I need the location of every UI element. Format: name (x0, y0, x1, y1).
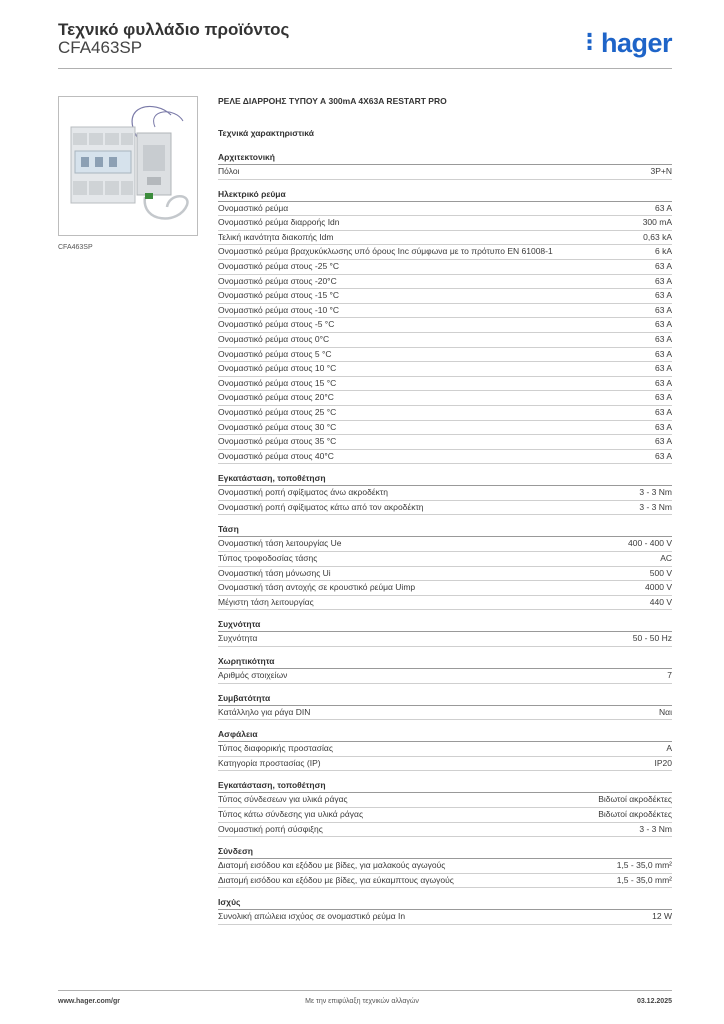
product-title: ΡΕΛΕ ΔΙΑΡΡΟΗΣ ΤΥΠΟΥ Α 300mA 4X63A RESTART PRO (218, 96, 447, 106)
spec-label: Ονομαστικό ρεύμα βραχυκύκλωσης υπό όρους Inc σύμφωνα με το πρότυπο EN 61008-1 (218, 246, 553, 257)
spec-label: Τύπος τροφοδοσίας τάσης (218, 553, 318, 564)
product-image (58, 96, 198, 236)
spec-row (218, 486, 672, 501)
footer-divider (58, 990, 672, 991)
section-title: Σύνδεση (218, 845, 672, 859)
rcd-device-illustration (59, 97, 197, 235)
spec-row (218, 318, 672, 333)
spec-value: 3P+N (650, 166, 672, 176)
spec-value: AC (660, 553, 672, 564)
spec-label: Τύπος κάτω σύνδεσης για υλικά ράγας (218, 809, 364, 819)
spec-label: Ονομαστικό ρεύμα στους -5 °C (218, 319, 335, 330)
spec-label: Διατομή εισόδου και εξόδου με βίδες, για μαλακούς αγωγούς (218, 860, 446, 871)
spec-value: 63 A (654, 260, 672, 271)
spec-label: Κατηγορία προστασίας (IP) (218, 757, 321, 768)
spec-row (218, 202, 672, 217)
spec-value: 1,5 - 35,0 mm² (616, 874, 672, 885)
spec-label: Ονομαστικό ρεύμα διαρροής Idn (218, 217, 340, 228)
spec-row (218, 552, 672, 567)
spec-row (218, 260, 672, 275)
spec-section (218, 188, 672, 465)
spec-section (218, 472, 672, 515)
spec-row (218, 435, 672, 450)
spec-row (218, 567, 672, 582)
spec-value: 63 A (654, 319, 672, 330)
spec-label: Συχνότητα (218, 633, 258, 644)
spec-value: 3 - 3 Nm (639, 501, 672, 512)
spec-label: Ονομαστικό ρεύμα στους 35 °C (218, 436, 337, 447)
section-title: Συχνότητα (218, 618, 672, 632)
spec-section (218, 728, 672, 771)
page-title: Τεχνικό φυλλάδιο προϊόντος (58, 20, 290, 39)
spec-label: Συνολική απώλεια ισχύος σε ονομαστικό ρεύμα In (218, 911, 406, 922)
spec-section (218, 655, 672, 684)
spec-label: Ονομαστικό ρεύμα στους 30 °C (218, 421, 337, 432)
spec-row (218, 421, 672, 436)
spec-row (218, 742, 672, 757)
section-title: Εγκατάσταση, τοποθέτηση (218, 472, 672, 486)
spec-value: 63 A (654, 406, 672, 417)
spec-row (218, 537, 672, 552)
spec-value: 63 A (654, 421, 672, 432)
spec-row (218, 596, 672, 611)
spec-label: Ονομαστικό ρεύμα στους -10 °C (218, 304, 340, 315)
spec-value: 0,63 kA (643, 231, 672, 242)
spec-label: Ονομαστικό ρεύμα (218, 202, 289, 213)
spec-section (218, 779, 672, 837)
spec-label: Ονομαστική ροπή σφίξιματος κάτω από τον ακροδέκτη (218, 501, 424, 512)
spec-section (218, 523, 672, 610)
spec-value: 6 kA (654, 246, 672, 257)
spec-label: Ονομαστική τάση λειτουργίας Ue (218, 538, 342, 549)
footer-website[interactable]: www.hager.com/gr (58, 998, 120, 1005)
spec-label: Ονομαστικό ρεύμα στους -25 °C (218, 260, 340, 271)
spec-value: 63 A (654, 348, 672, 359)
spec-label: Ονομαστικό ρεύμα στους -15 °C (218, 290, 340, 301)
logo-text: hager (600, 28, 672, 58)
spec-label: Τύπος διαφορικής προστασίας (218, 743, 333, 754)
spec-label: Ονομαστικό ρεύμα στους 5 °C (218, 348, 332, 359)
spec-value: 4000 V (645, 582, 672, 593)
spec-section (218, 896, 672, 925)
spec-label: Τύπος σύνδεσεων για υλικά ράγας (218, 794, 348, 805)
spec-row (218, 706, 672, 721)
spec-value: 63 A (654, 304, 672, 315)
spec-row (218, 910, 672, 925)
spec-row (218, 859, 672, 874)
spec-value: 63 A (654, 290, 672, 301)
spec-value: 3 - 3 Nm (639, 487, 672, 498)
spec-value: 1,5 - 35,0 mm² (616, 860, 672, 871)
spec-section (218, 845, 672, 888)
spec-section (218, 618, 672, 647)
spec-section (218, 151, 672, 180)
hager-logo (578, 28, 672, 59)
spec-value: 63 A (654, 363, 672, 374)
spec-value: 63 A (654, 377, 672, 388)
spec-value: 63 A (654, 275, 672, 286)
spec-value: 500 V (649, 567, 672, 578)
spec-row (218, 245, 672, 260)
spec-row (218, 304, 672, 319)
spec-row (218, 874, 672, 889)
spec-value: 63 A (654, 436, 672, 447)
section-title: Συμβατότητα (218, 692, 672, 706)
spec-sections (218, 151, 672, 925)
spec-label: Ονομαστική τάση μόνωσης Ui (218, 567, 331, 578)
spec-value: 400 - 400 V (628, 538, 672, 549)
spec-value: 300 mA (642, 217, 672, 228)
spec-label: Ονομαστικό ρεύμα στους 15 °C (218, 377, 337, 388)
spec-label: Μέγιστη τάση λειτουργίας (218, 596, 314, 607)
spec-label: Ονομαστικό ρεύμα στους 20°C (218, 392, 334, 403)
section-title: Αρχιτεκτονική (218, 151, 672, 165)
spec-section (218, 692, 672, 721)
spec-label: Ονομαστικό ρεύμα στους 25 °C (218, 406, 337, 417)
spec-row (218, 823, 672, 838)
spec-value: 63 A (654, 202, 672, 213)
spec-value: 3 - 3 Nm (639, 823, 672, 834)
footer-note: Με την επιφύλαξη τεχνικών αλλαγών (305, 998, 419, 1005)
spec-label: Πόλοι (218, 166, 240, 176)
spec-label: Τελική ικανότητα διακοπής Idm (218, 231, 334, 242)
footer-date: 03.12.2025 (636, 998, 672, 1005)
spec-row (218, 362, 672, 377)
section-title: Χωρητικότητα (218, 655, 672, 669)
technical-characteristics-heading: Τεχνικά χαρακτηριστικά (218, 128, 314, 138)
spec-value: IP20 (654, 757, 672, 768)
spec-row (218, 289, 672, 304)
spec-label: Ονομαστική ροπή σύσφιξης (218, 823, 323, 834)
spec-value: 63 A (654, 450, 672, 461)
spec-row (218, 231, 672, 246)
spec-row (218, 406, 672, 421)
spec-label: Ονομαστικό ρεύμα στους 40°C (218, 450, 334, 461)
spec-value: Ναι (659, 706, 672, 717)
header-divider (58, 68, 672, 69)
product-code: CFA463SP (58, 38, 143, 57)
spec-row (218, 391, 672, 406)
spec-value: A (666, 743, 672, 754)
spec-value: Βιδωτοί ακροδέκτες (598, 794, 672, 805)
spec-label: Ονομαστικό ρεύμα στους 10 °C (218, 363, 337, 374)
section-title: Εγκατάσταση, τοποθέτηση (218, 779, 672, 793)
spec-row (218, 632, 672, 647)
spec-value: 12 W (652, 911, 672, 922)
section-title: Ισχύς (218, 896, 672, 910)
spec-value: 7 (667, 670, 672, 681)
section-title: Ασφάλεια (218, 728, 672, 742)
image-caption: CFA463SP (58, 244, 93, 251)
spec-row (218, 808, 672, 823)
spec-label: Κατάλληλο για ράγα DIN (218, 706, 311, 717)
spec-row (218, 793, 672, 808)
spec-row (218, 165, 672, 180)
spec-value: Βιδωτοί ακροδέκτες (598, 809, 672, 819)
spec-label: Διατομή εισόδου και εξόδου με βίδες, για εύκαμπτους αγωγούς (218, 874, 454, 885)
spec-row (218, 669, 672, 684)
logo-mark-icon: ⋮ (578, 29, 600, 54)
spec-label: Ονομαστικό ρεύμα στους 0°C (218, 333, 330, 344)
spec-label: Ονομαστικό ρεύμα στους -20°C (218, 275, 337, 286)
spec-row (218, 450, 672, 465)
spec-value: 63 A (654, 333, 672, 344)
spec-row (218, 333, 672, 348)
spec-row (218, 501, 672, 516)
section-title: Ηλεκτρικό ρεύμα (218, 188, 672, 202)
spec-content (218, 96, 672, 925)
spec-value: 440 V (649, 596, 672, 607)
spec-row (218, 275, 672, 290)
spec-label: Ονομαστική ροπή σφίξιματος άνω ακροδέκτη (218, 487, 388, 498)
spec-value: 63 A (654, 392, 672, 403)
spec-label: Αριθμός στοιχείων (218, 670, 288, 681)
section-title: Τάση (218, 523, 672, 537)
spec-row (218, 348, 672, 363)
spec-row (218, 377, 672, 392)
spec-label: Ονομαστική τάση αντοχής σε κρουστικό ρεύμα Uimp (218, 582, 416, 593)
spec-value: 50 - 50 Hz (632, 633, 672, 644)
spec-row (218, 757, 672, 772)
spec-row (218, 216, 672, 231)
spec-row (218, 581, 672, 596)
